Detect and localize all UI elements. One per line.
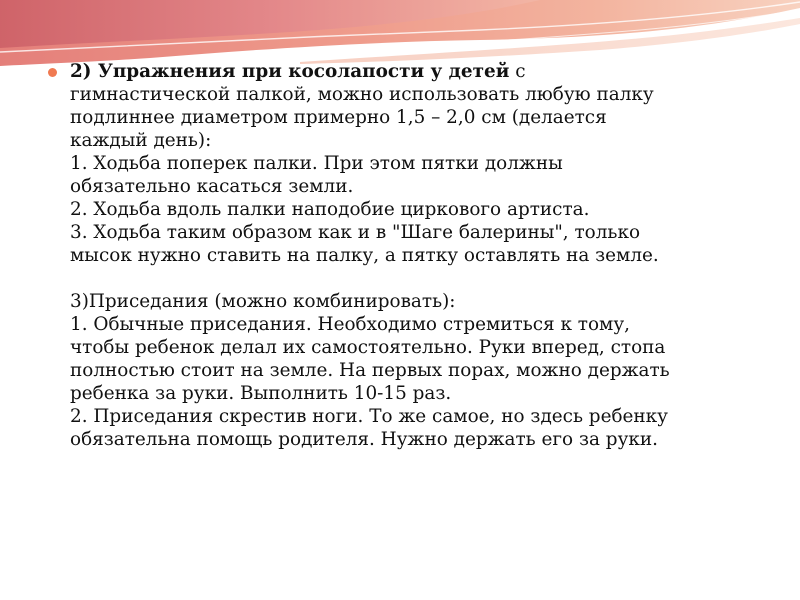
paragraph1-line: 3. Ходьба таким образом как и в "Шаге балерины", только bbox=[70, 222, 641, 243]
paragraph1-line: подлиннее диаметром примерно 1,5 – 2,0 см (делается bbox=[70, 107, 607, 128]
bullet-body bbox=[70, 60, 768, 451]
paragraph1-line: 1. Ходьба поперек палки. При этом пятки должны bbox=[70, 153, 563, 174]
paragraph2-line: 2. Приседания скрестив ноги. То же самое, но здесь ребенку bbox=[70, 406, 668, 427]
paragraph-gap bbox=[70, 267, 768, 290]
paragraph2-line: чтобы ребенок делал их самостоятельно. Руки вперед, стопа bbox=[70, 337, 666, 358]
paragraph2-line: полностью стоит на земле. На первых порах, можно держать bbox=[70, 360, 670, 381]
paragraph2-line: ребенка за руки. Выполнить 10-15 раз. bbox=[70, 383, 452, 404]
paragraph1-line: 2. Ходьба вдоль палки наподобие циркового артиста. bbox=[70, 199, 590, 220]
paragraph1-line: обязательно касаться земли. bbox=[70, 176, 354, 197]
paragraph1-heading-rest: с bbox=[509, 61, 526, 82]
paragraph1-line: гимнастической палкой, можно использовать любую палку bbox=[70, 84, 654, 105]
paragraph1-heading-line bbox=[70, 60, 768, 83]
slide-text-content bbox=[48, 60, 768, 451]
paragraph1-heading-bold: 2) Упражнения при косолапости у детей bbox=[70, 61, 510, 82]
paragraph1-line: мысок нужно ставить на палку, а пятку оставлять на земле. bbox=[70, 245, 659, 266]
paragraph2-line: обязательна помощь родителя. Нужно держать его за руки. bbox=[70, 429, 658, 450]
paragraph1-line: каждый день): bbox=[70, 130, 212, 151]
paragraph2-line: 3)Приседания (можно комбинировать): bbox=[70, 291, 456, 312]
orange-dot-bullet-icon bbox=[48, 68, 57, 77]
paragraph2-line: 1. Обычные приседания. Необходимо стремиться к тому, bbox=[70, 314, 631, 335]
bullet-item bbox=[48, 60, 768, 451]
